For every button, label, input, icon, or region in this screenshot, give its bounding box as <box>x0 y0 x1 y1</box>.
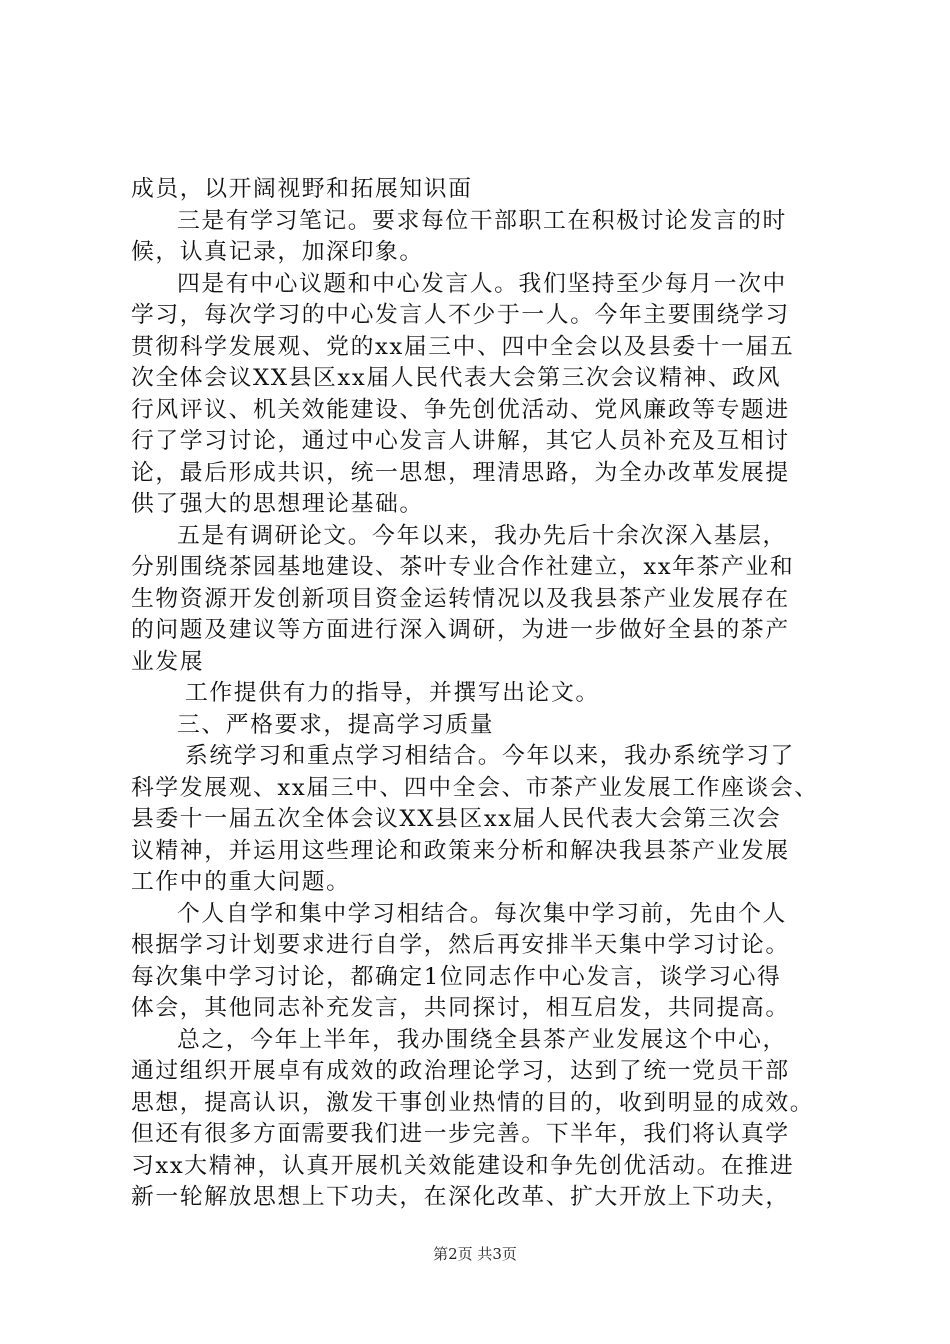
text-line: 次全体会议XX县区xx届人民代表大会第三次会议精神、政风 <box>131 365 782 391</box>
text-line: 候，认真记录，加深印象。 <box>131 239 424 265</box>
text-line: 议精神，并运用这些理论和政策来分析和解决我县茶产业发展 <box>131 837 790 864</box>
page-number-footer: 第2页 共3页 <box>433 1245 517 1263</box>
text-line: 业发展 <box>131 648 205 675</box>
text-line: 通过组织开展卓有成效的政治理论学习，达到了统一党员干部 <box>131 1058 790 1084</box>
text-line: 供了强大的思想理论基础。 <box>131 491 424 517</box>
paragraph-start: 工作提供有力的指导，并撰写出论文。 <box>185 680 600 706</box>
text-line: 县委十一届五次全体会议XX县区xx届人民代表大会第三次会 <box>131 806 782 832</box>
text-line: 分别围绕茶园基地建设、茶叶专业合作社建立，xx年茶产业和 <box>131 554 795 580</box>
text-line: 科学发展观、xx届三中、四中全会、市茶产业发展工作座谈会、 <box>131 774 819 801</box>
text-line: 生物资源开发创新项目资金运转情况以及我县茶产业发展存在 <box>131 585 790 612</box>
text-line: 的问题及建议等方面进行深入调研，为进一步做好全县的茶产 <box>131 617 790 643</box>
paragraph-start: 三是有学习笔记。要求每位干部职工在积极讨论发言的时 <box>177 207 787 234</box>
section-heading: 三、严格要求，提高学习质量 <box>177 711 495 738</box>
text-line: 成员，以开阔视野和拓展知识面 <box>131 176 473 202</box>
text-line: 习xx大精神，认真开展机关效能建设和争先创优活动。在推进 <box>131 1152 795 1179</box>
text-line: 但还有很多方面需要我们进一步完善。下半年，我们将认真学 <box>131 1121 790 1147</box>
text-line: 行了学习讨论，通过中心发言人讲解，其它人员补充及互相讨 <box>131 428 790 454</box>
text-line: 体会，其他同志补充发言，共同探讨，相互启发，共同提高。 <box>131 995 790 1021</box>
text-line: 学习，每次学习的中心发言人不少于一人。今年主要围绕学习 <box>131 302 790 328</box>
text-line: 新一轮解放思想上下功夫，在深化改革、扩大开放上下功夫， <box>131 1184 790 1210</box>
text-line: 行风评议、机关效能建设、争先创优活动、党风廉政等专题进 <box>131 396 790 423</box>
text-line: 工作中的重大问题。 <box>131 869 351 895</box>
text-line: 每次集中学习讨论，都确定1位同志作中心发言，谈学习心得 <box>131 963 782 990</box>
paragraph-start: 总之，今年上半年，我办围绕全县茶产业发展这个中心， <box>177 1026 787 1053</box>
paragraph-start: 系统学习和重点学习相结合。今年以来，我办系统学习了 <box>185 743 795 769</box>
text-line: 贯彻科学发展观、党的xx届三中、四中全会以及县委十一届五 <box>131 333 795 360</box>
text-line: 论，最后形成共识，统一思想，理清思路，为全办改革发展提 <box>131 459 790 486</box>
paragraph-start: 个人自学和集中学习相结合。每次集中学习前，先由个人 <box>177 900 787 927</box>
paragraph-start: 四是有中心议题和中心发言人。我们坚持至少每月一次中 <box>177 270 787 297</box>
document-body <box>131 174 831 1214</box>
text-line: 根据学习计划要求进行自学，然后再安排半天集中学习讨论。 <box>131 932 790 958</box>
paragraph-start: 五是有调研论文。今年以来，我办先后十余次深入基层， <box>177 522 787 549</box>
text-line: 思想，提高认识，激发干事创业热情的目的，收到明显的成效。 <box>131 1089 815 1116</box>
